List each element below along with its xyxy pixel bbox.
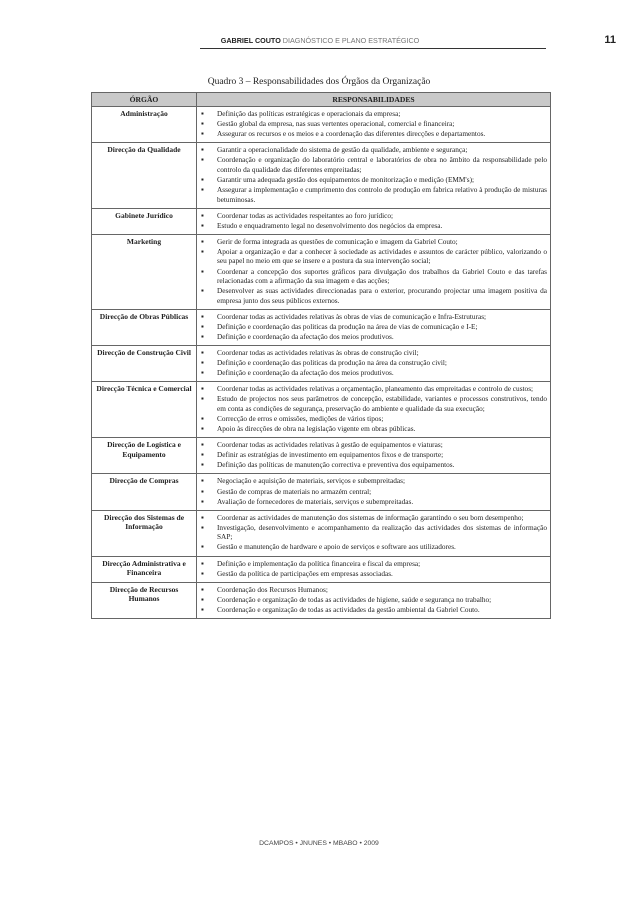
table-row [92, 556, 551, 582]
responsibility-item: ▪ Gestão global da empresa, nas suas vertentes operacional, comercial e financeira; [200, 119, 547, 129]
responsibility-item: ▪ Definição e coordenação da afectação dos meios produtivos. [200, 332, 547, 342]
page-footer: DCAMPOS • JNUNES • MBABO • 2009 [259, 840, 379, 847]
responsibilities-cell [197, 208, 551, 234]
responsibility-item: ▪ Definir as estratégias de investimento em equipamentos fixos e de transporte; [200, 450, 547, 460]
organ-cell: Direcção Administrativa e Financeira [92, 556, 197, 582]
header-company: GABRIEL COUTO [220, 36, 281, 45]
responsibility-item: ▪ Definição e implementação da política financeira e fiscal da empresa; [200, 559, 547, 569]
responsibilities-table [91, 92, 551, 619]
responsibility-item: ▪ Coordenar as actividades de manutenção dos sistemas de informação garantindo o seu bom desempenho; [200, 513, 547, 523]
responsibilities-cell [197, 510, 551, 556]
table-body [92, 107, 551, 619]
organ-cell: Marketing [92, 234, 197, 309]
table-header-row [92, 93, 551, 107]
responsibility-item: ▪ Definição e coordenação das politicas da produção na área da construção civil; [200, 358, 547, 368]
organ-cell: Direcção da Qualidade [92, 143, 197, 208]
column-header-responsibilities: RESPONSABILIDADES [197, 93, 551, 107]
responsibility-list [200, 109, 547, 139]
responsibilities-cell [197, 438, 551, 474]
responsibilities-cell [197, 556, 551, 582]
table-row [92, 234, 551, 309]
responsibility-item: ▪ Coordenação dos Recursos Humanos; [200, 585, 547, 595]
organ-cell: Direcção de Logística e Equipamento [92, 438, 197, 474]
responsibility-item: ▪ Estudo de projectos nos seus parâmetros de concepção, estabilidade, variantes e processos construtivos, tendo em conta as condições de segurança, preservação do ambiente e qualidade da sua execução; [200, 394, 547, 413]
responsibility-item: ▪ Garantir a operacionalidade do sistema de gestão da qualidade, ambiente e segurança; [200, 145, 547, 155]
responsibility-item: ▪ Gestão da política de participações em empresas associadas. [200, 569, 547, 579]
responsibility-item: ▪ Investigação, desenvolvimento e acompanhamento da realização das actividades dos sistemas de informação SAP; [200, 523, 547, 542]
responsibilities-cell [197, 234, 551, 309]
organ-cell: Direcção Técnica e Comercial [92, 382, 197, 438]
responsibility-item: ▪ Gerir de forma integrada as questões de comunicação e imagem da Gabriel Couto; [200, 237, 547, 247]
responsibility-item: ▪ Coordenar a concepção dos suportes gráficos para divulgação dos trabalhos da Gabriel Couto e das tarefas relacionadas com a afirmação da sua imagem e das acções; [200, 267, 547, 286]
responsibility-item: ▪ Coordenar todas as actividades relativas a orçamentação, planeamento das empreitadas e controlo de custos; [200, 384, 547, 394]
table-row [92, 143, 551, 208]
responsibility-list [200, 384, 547, 433]
responsibility-list [200, 559, 547, 579]
table-caption: Quadro 3 – Responsabilidades dos Órgãos da Organização [207, 77, 431, 87]
organ-cell: Gabinete Jurídico [92, 208, 197, 234]
responsibility-list [200, 145, 547, 204]
table-row [92, 309, 551, 345]
responsibility-list [200, 585, 547, 615]
responsibility-item: ▪ Coordenar todas as actividades relativas à gestão de equipamentos e viaturas; [200, 440, 547, 450]
responsibility-item: ▪ Coordenar todas as actividades relativas às obras de vias de comunicação e Infra-Estruturas; [200, 312, 547, 322]
table-row [92, 346, 551, 382]
table-row [92, 582, 551, 618]
responsibility-list [200, 513, 547, 552]
responsibilities-cell [197, 107, 551, 143]
responsibility-item: ▪ Assegurar a implementação e cumprimento dos controlo de produção em fabrica relativo à produção de misturas betuminosas. [200, 185, 547, 204]
page-header [0, 34, 638, 48]
responsibility-item: ▪ Definição das políticas estratégicas e operacionais da empresa; [200, 109, 547, 119]
organ-cell: Direcção de Recursos Humanos [92, 582, 197, 618]
table-row [92, 107, 551, 143]
column-header-organ: ÓRGÃO [92, 93, 197, 107]
responsibility-item: ▪ Negociação e aquisição de materiais, serviços e subempreitadas; [200, 476, 547, 486]
responsibility-item: ▪ Definição das políticas de manutenção correctiva e preventiva dos equipamentos. [200, 460, 547, 470]
header-subtitle: DIAGNÓSTICO E PLANO ESTRATÉGICO [282, 36, 420, 45]
responsibility-list [200, 312, 547, 342]
responsibility-item: ▪ Apoiar a organização e dar a conhecer à sociedade as actividades e assuntos de carácter público, valorizando o seu papel no meio em que se insere e a postura da sua intervenção social; [200, 247, 547, 266]
table-row [92, 208, 551, 234]
responsibility-list [200, 348, 547, 378]
responsibility-item: ▪ Coordenação e organização de todas as actividades da gestão ambiental da Gabriel Couto. [200, 605, 547, 615]
responsibilities-cell [197, 474, 551, 510]
responsibility-item: ▪ Estudo e enquadramento legal no desenvolvimento dos negócios da empresa. [200, 221, 547, 231]
responsibility-item: ▪ Coordenar todas as actividades respeitantes ao foro jurídico; [200, 211, 547, 221]
responsibility-item: ▪ Apoio às direcções de obra na legislação vigente em obras públicas. [200, 424, 547, 434]
organ-cell: Direcção dos Sistemas de Informação [92, 510, 197, 556]
responsibility-item: ▪ Coordenação e organização do laboratório central e laboratórios de obra no âmbito da responsabilidade pelo controlo da qualidade das diferentes empreitadas; [200, 155, 547, 174]
header-title [200, 36, 440, 45]
responsibility-item: ▪ Definição e coordenação da afectação dos meios produtivos. [200, 368, 547, 378]
organ-cell: Direcção de Construção Civil [92, 346, 197, 382]
responsibility-item: ▪ Garantir uma adequada gestão dos equipamentos de monitorização e medição (EMM's); [200, 175, 547, 185]
responsibility-item: ▪ Avaliação de fornecedores de materiais, serviços e subempreitadas. [200, 497, 547, 507]
responsibility-list [200, 476, 547, 506]
responsibility-list [200, 211, 547, 231]
table-row [92, 438, 551, 474]
responsibility-item: ▪ Assegurar os recursos e os meios e a coordenação das diferentes direcções e departamentos. [200, 129, 547, 139]
organ-cell: Direcção de Obras Públicas [92, 309, 197, 345]
responsibility-item: ▪ Desenvolver as suas actividades direccionadas para o exterior, procurando projectar uma imagem positiva da empresa junto dos seus públicos externos. [200, 286, 547, 305]
responsibilities-cell [197, 143, 551, 208]
organ-cell: Administração [92, 107, 197, 143]
responsibility-item: ▪ Coordenar todas as actividades relativas às obras de construção civil; [200, 348, 547, 358]
responsibilities-cell [197, 382, 551, 438]
page-number: 11 [604, 34, 616, 46]
table-row [92, 510, 551, 556]
responsibility-item: ▪ Gestão e manutenção de hardware e apoio de serviços e software aos utilizadores. [200, 542, 547, 552]
responsibility-item: ▪ Definição e coordenação das politicas da produção na área de vias de comunicação e I-E; [200, 322, 547, 332]
responsibility-item: ▪ Correcção de erros e omissões, medições de vários tipos; [200, 414, 547, 424]
organ-cell: Direcção de Compras [92, 474, 197, 510]
header-rule [200, 48, 546, 49]
responsibility-item: ▪ Gestão de compras de materiais no armazém central; [200, 487, 547, 497]
responsibility-list [200, 237, 547, 305]
responsibility-item: ▪ Coordenação e organização de todas as actividades de higiene, saúde e segurança no trabalho; [200, 595, 547, 605]
responsibilities-cell [197, 346, 551, 382]
responsibilities-cell [197, 582, 551, 618]
table-row [92, 474, 551, 510]
responsibility-list [200, 440, 547, 470]
table-row [92, 382, 551, 438]
responsibilities-cell [197, 309, 551, 345]
